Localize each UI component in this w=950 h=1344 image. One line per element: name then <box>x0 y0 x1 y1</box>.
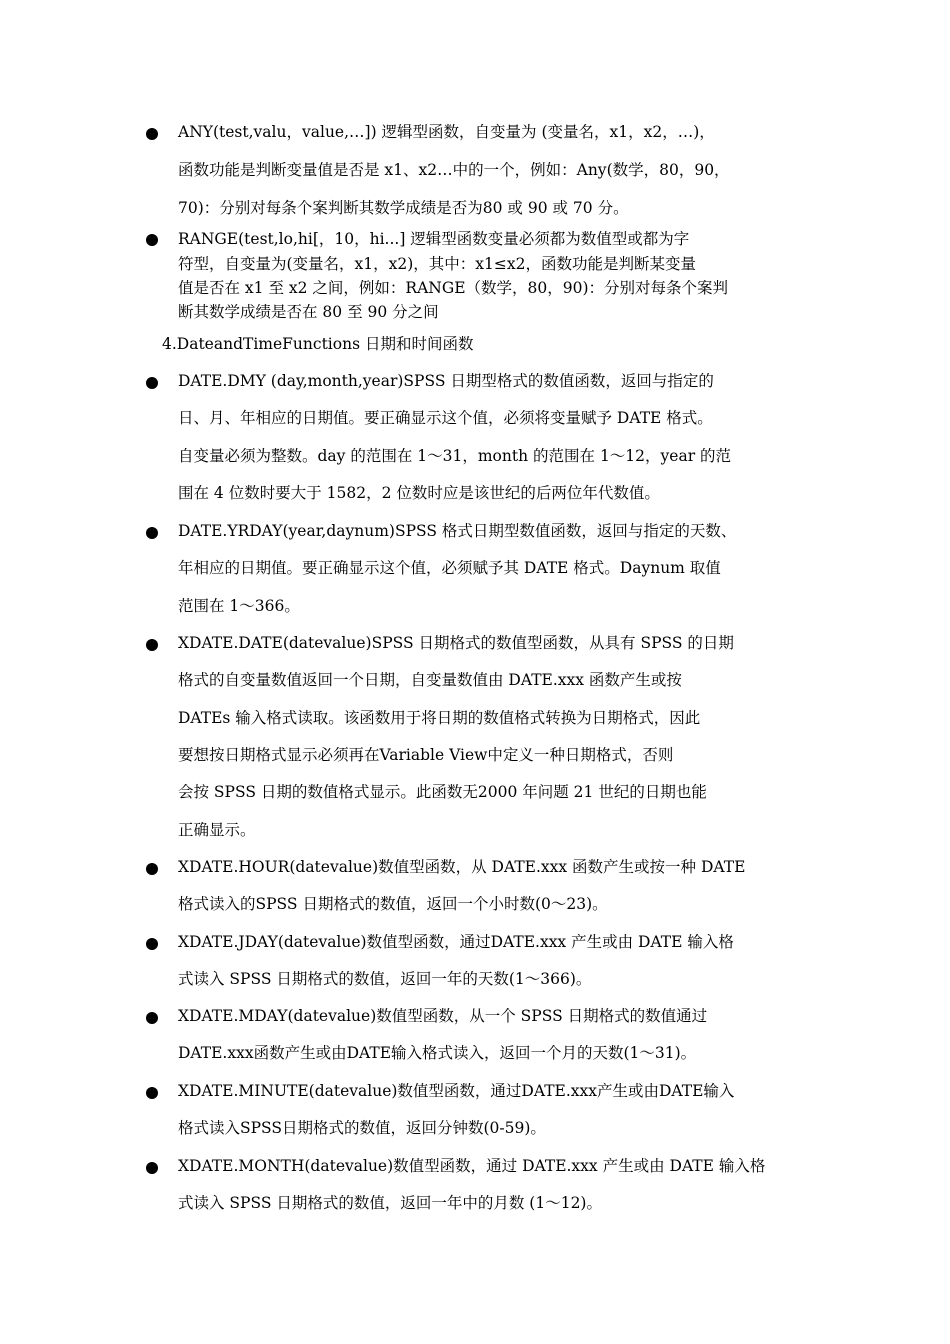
text-line: 断其数学成绩是否在 80 至 90 分之间 <box>178 303 439 321</box>
text-line: DATE.DMY (day,month,year)SPSS 日期型格式的数值函数，返回与指定的 <box>178 372 714 390</box>
text-line: RANGE(test,lo,hi[，10，hi...] 逻辑型函数变量必须都为数值型或都为字 <box>178 230 690 248</box>
bullet-icon <box>146 1162 158 1174</box>
bullet-icon <box>146 234 158 246</box>
text-line: 格式的自变量数值返回一个日期，自变量数值由 DATE.xxx 函数产生或按 <box>178 671 682 689</box>
text-line: 符型，自变量为(变量名，x1，x2)，其中：x1≤x2，函数功能是判断某变量 <box>178 255 696 273</box>
bullet-icon <box>146 1087 158 1099</box>
text-line: 正确显示。 <box>178 821 256 839</box>
bullet-icon <box>146 128 158 140</box>
text-line: 式读入 SPSS 日期格式的数值，返回一年的天数(1～366)。 <box>178 970 592 988</box>
text-line: XDATE.JDAY(datevalue)数值型函数，通过DATE.xxx 产生或由 DATE 输入格 <box>178 933 734 951</box>
text-line: XDATE.MONTH(datevalue)数值型函数，通过 DATE.xxx 产生或由 DATE 输入格 <box>178 1157 766 1175</box>
text-line: DATEs 输入格式读取。该函数用于将日期的数值格式转换为日期格式，因此 <box>178 709 701 727</box>
text-line: 格式读入的SPSS 日期格式的数值，返回一个小时数(0～23)。 <box>178 895 608 913</box>
text-line: DATE.YRDAY(year,daynum)SPSS 格式日期型数值函数，返回与指定的天数、 <box>178 522 737 540</box>
text-line: 70)：分别对每条个案判断其数学成绩是否为80 或 90 或 70 分。 <box>178 199 629 217</box>
text-line: DATE.xxx函数产生或由DATE输入格式读入，返回一个月的天数(1～31)。 <box>178 1044 697 1062</box>
text-line: XDATE.MINUTE(datevalue)数值型函数，通过DATE.xxx产生或由DATE输入 <box>178 1082 735 1100</box>
text-line: 范围在 1～366。 <box>178 597 300 615</box>
section-heading-text: 4.DateandTimeFunctions 日期和时间函数 <box>162 335 474 353</box>
text-line: 会按 SPSS 日期的数值格式显示。此函数无2000 年问题 21 世纪的日期也能 <box>178 783 707 801</box>
text-line: XDATE.HOUR(datevalue)数值型函数，从 DATE.xxx 函数产生或按一种 DATE <box>178 858 746 876</box>
bullet-icon <box>146 1012 158 1024</box>
text-line: 函数功能是判断变量值是否是 x1、x2…中的一个，例如：Any(数学，80，90， <box>178 161 730 179</box>
text-line: ANY(test,valu，value,…]) 逻辑型函数，自变量为 (变量名，x1，x2，…)， <box>178 123 715 141</box>
bullet-icon <box>146 639 158 651</box>
text-line: 围在 4 位数时要大于 1582，2 位数时应是该世纪的后两位年代数值。 <box>178 484 660 502</box>
bullet-icon <box>146 377 158 389</box>
text-line: 自变量必须为整数。day 的范围在 1～31，month 的范围在 1～12，year 的范 <box>178 447 732 465</box>
text-line: XDATE.DATE(datevalue)SPSS 日期格式的数值型函数，从具有 SPSS 的日期 <box>178 634 734 652</box>
bullet-icon <box>146 527 158 539</box>
text-line: 式读入 SPSS 日期格式的数值，返回一年中的月数 (1～12)。 <box>178 1194 602 1212</box>
text-line: XDATE.MDAY(datevalue)数值型函数，从一个 SPSS 日期格式的数值通过 <box>178 1007 708 1025</box>
text-line: 格式读入SPSS日期格式的数值，返回分钟数(0-59)。 <box>178 1119 546 1137</box>
text-line: 日、月、年相应的日期值。要正确显示这个值，必须将变量赋予 DATE 格式。 <box>178 409 713 427</box>
text-line: 要想按日期格式显示必须再在Variable View中定义一种日期格式，否则 <box>178 746 674 764</box>
text-line: 值是否在 x1 至 x2 之间，例如：RANGE（数学，80，90)：分别对每条个案判 <box>178 279 729 297</box>
bullet-icon <box>146 938 158 950</box>
bullet-icon <box>146 863 158 875</box>
text-line: 年相应的日期值。要正确显示这个值，必须赋予其 DATE 格式。Daynum 取值 <box>178 559 721 577</box>
